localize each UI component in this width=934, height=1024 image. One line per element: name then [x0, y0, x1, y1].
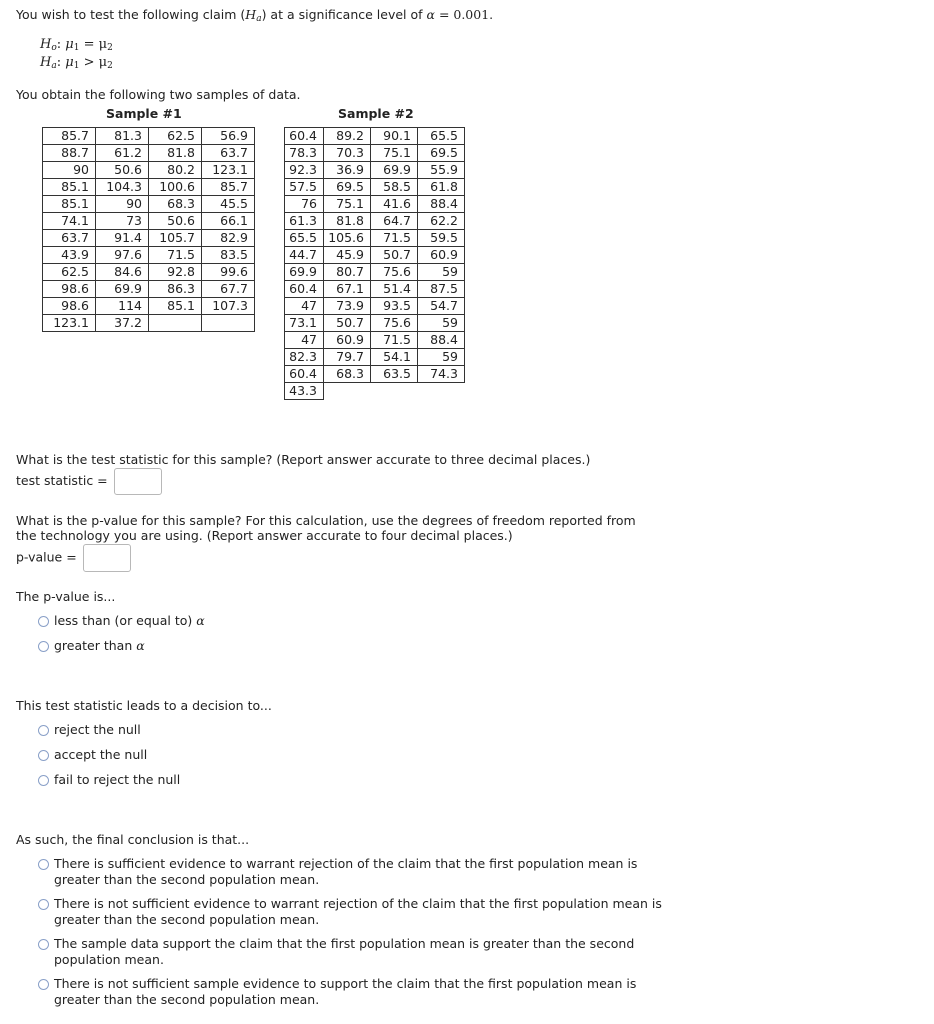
- decision-option-accept[interactable]: accept the null: [38, 747, 147, 763]
- sample2-cell: 59: [418, 349, 465, 366]
- sample1-row: [43, 145, 255, 162]
- sample2-cell: 47: [285, 332, 324, 349]
- sample2-row: [285, 179, 465, 196]
- sample2-cell: 105.6: [324, 230, 371, 247]
- sample1-cell: 71.5: [149, 247, 202, 264]
- sample1-cell: 81.8: [149, 145, 202, 162]
- sample1-cell: [202, 315, 255, 332]
- sample2-cell: 43.3: [285, 383, 324, 400]
- sample2-cell: 89.2: [324, 128, 371, 145]
- sample2-cell: 57.5: [285, 179, 324, 196]
- sample2-cell: 80.7: [324, 264, 371, 281]
- sample2-cell: 73.1: [285, 315, 324, 332]
- sample2-row: [285, 332, 465, 349]
- pvalue-label: p-value =: [16, 549, 77, 565]
- sample2-cell: 50.7: [324, 315, 371, 332]
- sample1-cell: 81.3: [96, 128, 149, 145]
- sample2-cell: 82.3: [285, 349, 324, 366]
- sample2-cell: 68.3: [324, 366, 371, 383]
- sample1-cell: 86.3: [149, 281, 202, 298]
- radio-button[interactable]: [38, 899, 49, 910]
- test-stat-row: [16, 468, 162, 495]
- sample1-cell: 82.9: [202, 230, 255, 247]
- sample2-table: [284, 127, 465, 400]
- test-stat-input[interactable]: [114, 468, 162, 495]
- sample2-cell: 81.8: [324, 213, 371, 230]
- alpha-symbol: α: [196, 613, 205, 628]
- sample2-cell: 71.5: [371, 332, 418, 349]
- radio-button[interactable]: [38, 775, 49, 786]
- decision-option-fail[interactable]: fail to reject the null: [38, 772, 180, 788]
- sample2-cell: 67.1: [324, 281, 371, 298]
- sample2-row: [285, 383, 465, 400]
- sample2-row: [285, 264, 465, 281]
- sample2-cell: 69.9: [285, 264, 324, 281]
- sample2-cell: 51.4: [371, 281, 418, 298]
- pcompare-prompt: The p-value is...: [16, 589, 116, 604]
- sample2-cell: 69.5: [418, 145, 465, 162]
- sample2-cell: 71.5: [371, 230, 418, 247]
- sample2-cell: 60.9: [418, 247, 465, 264]
- sample2-cell: 54.7: [418, 298, 465, 315]
- sample2-cell: 75.1: [324, 196, 371, 213]
- sample2-row: [285, 230, 465, 247]
- sample2-cell: 60.4: [285, 128, 324, 145]
- sample2-cell: 90.1: [371, 128, 418, 145]
- radio-button[interactable]: [38, 859, 49, 870]
- sample2-cell: 69.9: [371, 162, 418, 179]
- sample2-row: [285, 247, 465, 264]
- sample1-cell: 123.1: [43, 315, 96, 332]
- pvalue-input[interactable]: [83, 544, 131, 572]
- sample1-cell: 88.7: [43, 145, 96, 162]
- sample1-cell: 62.5: [43, 264, 96, 281]
- sample2-row: [285, 145, 465, 162]
- sample1-table: [42, 127, 255, 332]
- sample1-cell: 114: [96, 298, 149, 315]
- sample2-cell: 61.8: [418, 179, 465, 196]
- sample1-row: [43, 281, 255, 298]
- sample1-cell: 50.6: [96, 162, 149, 179]
- sample2-cell: 45.9: [324, 247, 371, 264]
- sample2-row: [285, 366, 465, 383]
- sample1-cell: 68.3: [149, 196, 202, 213]
- sample2-cell: 50.7: [371, 247, 418, 264]
- sample2-cell: 44.7: [285, 247, 324, 264]
- sample2-cell: 75.6: [371, 315, 418, 332]
- radio-button[interactable]: [38, 725, 49, 736]
- sample2-cell: 60.9: [324, 332, 371, 349]
- sample1-row: [43, 247, 255, 264]
- sample2-row: [285, 349, 465, 366]
- sample2-cell: 73.9: [324, 298, 371, 315]
- sample2-cell: 88.4: [418, 196, 465, 213]
- null-hypothesis: $H_o$: $\mu_1 = \mu_2$: [40, 37, 113, 53]
- sample1-cell: 74.1: [43, 213, 96, 230]
- sample1-cell: 85.1: [149, 298, 202, 315]
- sample1-cell: 67.7: [202, 281, 255, 298]
- sample2-row: [285, 315, 465, 332]
- sample1-cell: 63.7: [202, 145, 255, 162]
- alpha-symbol: α: [136, 638, 145, 653]
- claim-statement: You wish to test the following claim $(H_a)$ at a significance level of α = 0.001.: [16, 7, 494, 24]
- sample2-cell: 55.9: [418, 162, 465, 179]
- sample2-row: [285, 281, 465, 298]
- sample1-cell: 99.6: [202, 264, 255, 281]
- sample2-cell: 63.5: [371, 366, 418, 383]
- sample1-cell: 37.2: [96, 315, 149, 332]
- obtain-text: You obtain the following two samples of data.: [16, 87, 301, 102]
- sample1-cell: 63.7: [43, 230, 96, 247]
- sample1-row: [43, 179, 255, 196]
- sample1-cell: 66.1: [202, 213, 255, 230]
- conclusion-prompt: As such, the final conclusion is that...: [16, 832, 250, 847]
- alpha-symbol: α: [426, 7, 435, 22]
- sample2-row: [285, 298, 465, 315]
- sample1-cell: 97.6: [96, 247, 149, 264]
- sample1-cell: [149, 315, 202, 332]
- sample1-cell: 123.1: [202, 162, 255, 179]
- sample1-cell: 90: [96, 196, 149, 213]
- sample1-cell: 104.3: [96, 179, 149, 196]
- sample2-cell: 60.4: [285, 366, 324, 383]
- sample1-cell: 85.7: [202, 179, 255, 196]
- sample2-cell: 59: [418, 264, 465, 281]
- radio-button[interactable]: [38, 750, 49, 761]
- sample2-cell: 60.4: [285, 281, 324, 298]
- sample1-row: [43, 298, 255, 315]
- sample2-cell: 87.5: [418, 281, 465, 298]
- sample1-cell: 107.3: [202, 298, 255, 315]
- sample1-cell: 56.9: [202, 128, 255, 145]
- sample1-cell: 62.5: [149, 128, 202, 145]
- sample2-cell: 58.5: [371, 179, 418, 196]
- sample1-cell: 43.9: [43, 247, 96, 264]
- sample1-cell: 73: [96, 213, 149, 230]
- sample2-cell: 88.4: [418, 332, 465, 349]
- sample1-row: [43, 196, 255, 213]
- sample1-cell: 84.6: [96, 264, 149, 281]
- sample2-cell: 59: [418, 315, 465, 332]
- test-stat-label: test statistic =: [16, 473, 108, 488]
- sample1-row: [43, 315, 255, 332]
- sample1-title: Sample #1: [106, 106, 182, 121]
- sample2-cell: 70.3: [324, 145, 371, 162]
- sample1-cell: 85.7: [43, 128, 96, 145]
- sample1-cell: 92.8: [149, 264, 202, 281]
- sample1-cell: 45.5: [202, 196, 255, 213]
- sample1-cell: 100.6: [149, 179, 202, 196]
- sample2-cell: 93.5: [371, 298, 418, 315]
- sample1-cell: 90: [43, 162, 96, 179]
- sample2-cell: 65.5: [418, 128, 465, 145]
- radio-button[interactable]: [38, 616, 49, 627]
- radio-button[interactable]: [38, 979, 49, 990]
- sample2-cell: 41.6: [371, 196, 418, 213]
- sample2-cell: 59.5: [418, 230, 465, 247]
- alt-hypothesis: $H_a$: $\mu_1 > \mu_2$: [40, 55, 113, 71]
- sample2-cell: 79.7: [324, 349, 371, 366]
- sample2-row: [285, 213, 465, 230]
- sample2-cell: 75.1: [371, 145, 418, 162]
- radio-button[interactable]: [38, 939, 49, 950]
- conclusion-option-2[interactable]: There is not sufficient evidence to warrant rejection of the claim that the first population mean is greater than the second population mean.: [38, 896, 666, 928]
- sample2-row: [285, 162, 465, 179]
- sample2-cell: 76: [285, 196, 324, 213]
- pvalue-row: [16, 544, 131, 572]
- sample1-row: [43, 128, 255, 145]
- sample2-cell: 65.5: [285, 230, 324, 247]
- pcompare-option-le[interactable]: less than (or equal to) α: [38, 613, 205, 629]
- sample2-cell: 92.3: [285, 162, 324, 179]
- sample1-row: [43, 213, 255, 230]
- sample1-row: [43, 162, 255, 179]
- sample2-cell: 62.2: [418, 213, 465, 230]
- sample1-row: [43, 264, 255, 281]
- sample2-cell: 61.3: [285, 213, 324, 230]
- sample2-row: [285, 196, 465, 213]
- sample1-cell: 50.6: [149, 213, 202, 230]
- decision-prompt: This test statistic leads to a decision to...: [16, 698, 272, 713]
- decision-option-reject[interactable]: reject the null: [38, 722, 141, 738]
- conclusion-option-4[interactable]: There is not sufficient sample evidence to support the claim that the first population mean is greater than the second population mean.: [38, 976, 666, 1008]
- sample1-cell: 83.5: [202, 247, 255, 264]
- radio-button[interactable]: [38, 641, 49, 652]
- sample1-cell: 69.9: [96, 281, 149, 298]
- sample2-cell: 78.3: [285, 145, 324, 162]
- sample2-row: [285, 128, 465, 145]
- sample1-cell: 80.2: [149, 162, 202, 179]
- pcompare-option-gt[interactable]: greater than α: [38, 638, 145, 654]
- sample1-row: [43, 230, 255, 247]
- sample2-cell: 74.3: [418, 366, 465, 383]
- sample2-cell: 47: [285, 298, 324, 315]
- sample1-cell: 85.1: [43, 179, 96, 196]
- sample2-cell: 54.1: [371, 349, 418, 366]
- conclusion-option-1[interactable]: There is sufficient evidence to warrant rejection of the claim that the first population mean is greater than the second population mean.: [38, 856, 666, 888]
- alpha-value: = 0.001.: [438, 7, 494, 22]
- sample1-cell: 98.6: [43, 281, 96, 298]
- test-stat-prompt: What is the test statistic for this sample? (Report answer accurate to three decimal places.): [16, 452, 591, 467]
- sample1-cell: 98.6: [43, 298, 96, 315]
- conclusion-option-3[interactable]: The sample data support the claim that the first population mean is greater than the second population mean.: [38, 936, 666, 968]
- sample1-cell: 105.7: [149, 230, 202, 247]
- sample2-cell: 36.9: [324, 162, 371, 179]
- sample1-cell: 85.1: [43, 196, 96, 213]
- pvalue-prompt: What is the p-value for this sample? For this calculation, use the degrees of freedom reported from the technology you are using. (Report answer accurate to four decimal places.): [16, 513, 636, 543]
- sample2-cell: 75.6: [371, 264, 418, 281]
- sample1-cell: 91.4: [96, 230, 149, 247]
- ha-symbol: $H_a$: [245, 7, 262, 24]
- sample2-cell: 64.7: [371, 213, 418, 230]
- sample2-title: Sample #2: [338, 106, 414, 121]
- sample1-cell: 61.2: [96, 145, 149, 162]
- sample2-cell: 69.5: [324, 179, 371, 196]
